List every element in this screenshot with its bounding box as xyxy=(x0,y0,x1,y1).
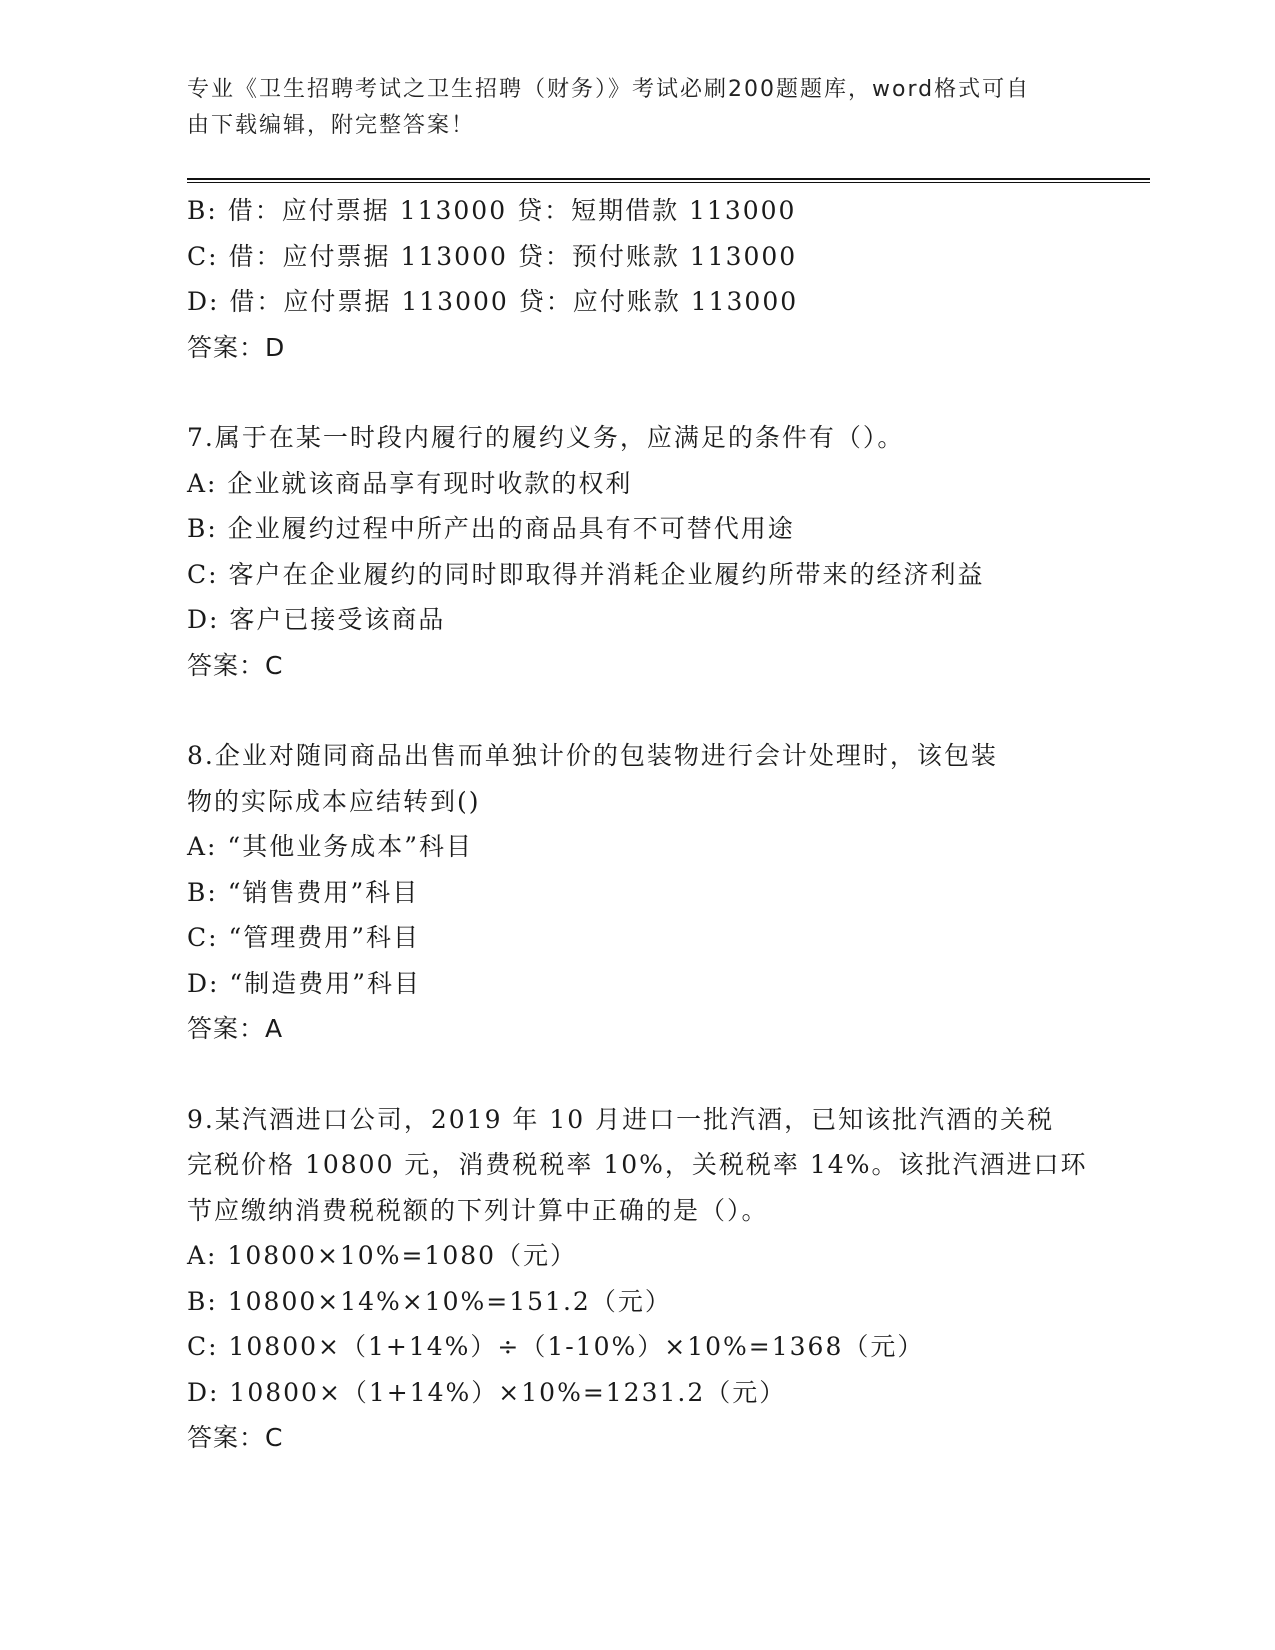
question-stem-line-1: 8.企业对随同商品出售而单独计价的包装物进行会计处理时，该包装 xyxy=(187,741,998,770)
question-stem: 7.属于在某一时段内履行的履约义务，应满足的条件有（）。 xyxy=(187,423,905,452)
question-6-tail xyxy=(187,188,1087,370)
option-b: B: 企业履约过程中所产出的商品具有不可替代用途 xyxy=(187,514,795,543)
option-c: C: 10800×（1+14%）÷（1-10%）×10%=1368（元） xyxy=(187,1332,925,1361)
answer: 答案：D xyxy=(187,332,286,362)
spacer xyxy=(187,370,1087,415)
answer: 答案：C xyxy=(187,650,284,680)
option-a: A: “其他业务成本”科目 xyxy=(187,832,473,861)
header-line-2: 由下载编辑，附完整答案！ xyxy=(187,113,476,138)
spacer xyxy=(187,1052,1087,1097)
option-d: D: 客户已接受该商品 xyxy=(187,605,446,634)
question-stem-line-2: 完税价格 10800 元，消费税税率 10%，关税税率 14%。该批汽酒进口环 xyxy=(187,1150,1088,1179)
question-9 xyxy=(187,1097,1087,1461)
option-a: A: 10800×10%=1080（元） xyxy=(187,1241,578,1270)
spacer xyxy=(187,688,1087,733)
answer: 答案：A xyxy=(187,1014,284,1043)
header-line-1: 专业《卫生招聘考试之卫生招聘（财务）》考试必刷200题题库，word格式可自 xyxy=(187,77,1031,102)
option-d: D: “制造费用”科目 xyxy=(187,968,421,998)
option-c: C: “管理费用”科目 xyxy=(187,923,421,952)
question-7 xyxy=(187,415,1087,688)
question-stem-line-2: 物的实际成本应结转到() xyxy=(187,786,481,816)
option-a: A: 企业就该商品享有现时收款的权利 xyxy=(187,468,633,498)
option-c: C: 客户在企业履约的同时即取得并消耗企业履约所带来的经济利益 xyxy=(187,559,985,589)
option-d: D: 借：应付票据 113000 贷：应付账款 113000 xyxy=(187,287,799,316)
question-content xyxy=(187,188,1087,1461)
option-d: D: 10800×（1+14%）×10%=1231.2（元） xyxy=(187,1377,787,1407)
answer: 答案：C xyxy=(187,1423,284,1452)
option-b: B: 10800×14%×10%=151.2（元） xyxy=(187,1286,672,1316)
document-header xyxy=(187,72,1077,144)
header-divider xyxy=(187,178,1150,183)
option-b: B: 借：应付票据 113000 贷：短期借款 113000 xyxy=(187,196,797,225)
question-8 xyxy=(187,733,1087,1052)
question-stem-line-3: 节应缴纳消费税税额的下列计算中正确的是（）。 xyxy=(187,1195,769,1225)
question-stem-line-1: 9.某汽酒进口公司，2019 年 10 月进口一批汽酒，已知该批汽酒的关税 xyxy=(187,1104,1055,1134)
option-c: C: 借：应付票据 113000 贷：预付账款 113000 xyxy=(187,241,798,271)
option-b: B: “销售费用”科目 xyxy=(187,877,420,907)
